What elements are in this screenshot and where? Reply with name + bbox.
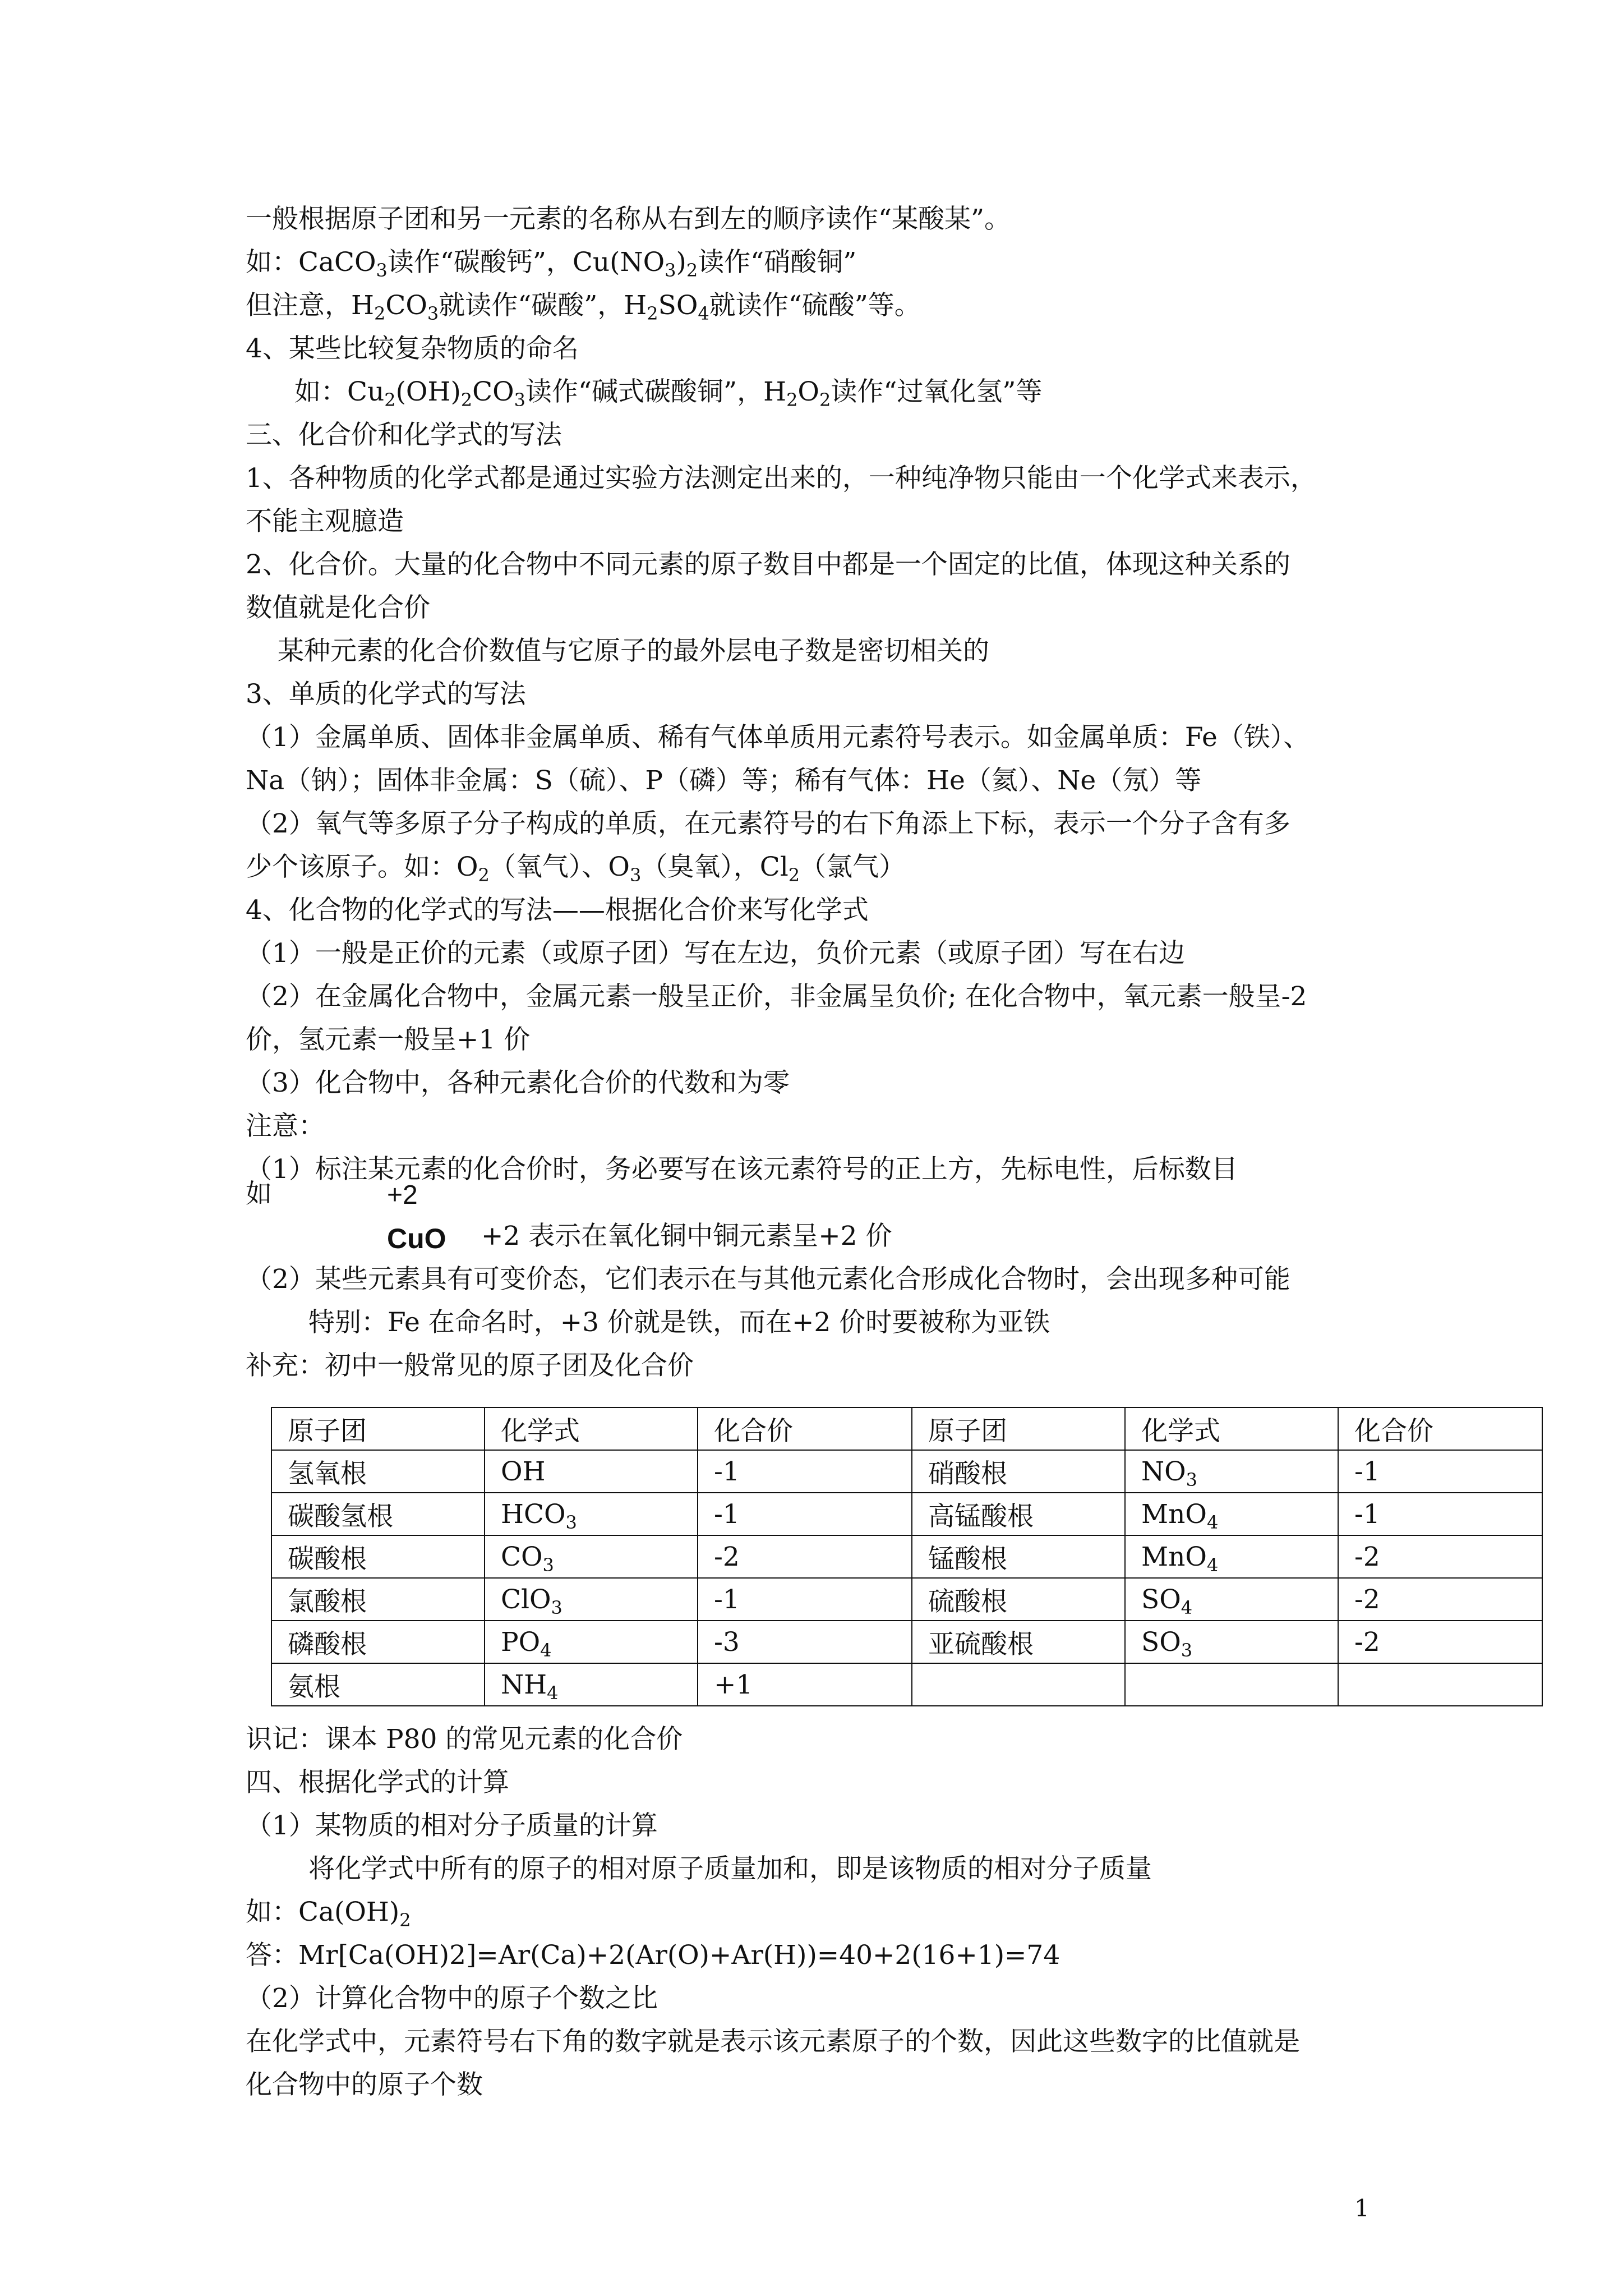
table-header: 原子团	[271, 1407, 485, 1450]
table-cell: -1	[698, 1578, 912, 1621]
text-line: 特别：Fe 在命名时，+3 价就是铁，而在+2 价时要被称为亚铁	[308, 1307, 1050, 1338]
table-cell: 氢氧根	[271, 1450, 485, 1493]
table-cell: 高锰酸根	[912, 1493, 1125, 1535]
section-heading: 三、化合价和化学式的写法	[246, 420, 562, 450]
text-line: （3）化合物中，各种元素化合价的代数和为零	[246, 1068, 790, 1098]
table-cell: $SO_3$	[1125, 1621, 1338, 1663]
text-line: 少个该原子。如：$O_2$（氧气）、$O_3$（臭氧），$Cl_2$（氯气）	[246, 852, 906, 886]
table-cell: 锰酸根	[912, 1535, 1125, 1578]
table-cell: 氯酸根	[271, 1578, 485, 1621]
text-line: 一般根据原子团和另一元素的名称从右到左的顺序读作“某酸某”。	[246, 204, 1011, 234]
text-line: （2）某些元素具有可变价态，它们表示在与其他元素化合形成化合物时，会出现多种可能	[246, 1264, 1290, 1295]
section-heading: 四、根据化学式的计算	[246, 1767, 509, 1798]
text-line: 注意：	[246, 1111, 325, 1142]
section-heading: 4、化合物的化学式的写法——根据化合价来写化学式	[246, 895, 869, 926]
text-line: 在化学式中，元素符号右下角的数字就是表示该元素原子的个数，因此这些数字的比值就是	[246, 2026, 1300, 2057]
table-cell: $CO_3$	[485, 1535, 698, 1578]
table-cell: -3	[698, 1621, 912, 1663]
text-line: （2）在金属化合物中，金属元素一般呈正价，非金属呈负价; 在化合物中，氧元素一般呈-2	[246, 981, 1307, 1012]
text-line: 不能主观臆造	[246, 506, 404, 537]
radical-table	[271, 1407, 1543, 1706]
table-row	[271, 1493, 1542, 1535]
table-cell: $NO_3$	[1125, 1450, 1338, 1493]
page-number: 1	[1354, 2194, 1370, 2222]
text-line: 如：$Cu_2(OH)_2CO_3$读作“碱式碳酸铜”，$H_2O_2$读作“过氧化氢”等	[294, 376, 1043, 411]
table-cell: OH	[485, 1450, 698, 1493]
table-cell	[1125, 1663, 1338, 1706]
text-line: 某种元素的化合价数值与它原子的最外层电子数是密切相关的	[278, 636, 989, 666]
table-cell: 氨根	[271, 1663, 485, 1706]
table-row	[271, 1450, 1542, 1493]
table-header: 化学式	[485, 1407, 698, 1450]
table-cell: -1	[1338, 1493, 1542, 1535]
table-cell: $SO_4$	[1125, 1578, 1338, 1621]
section-heading: 3、单质的化学式的写法	[246, 679, 526, 710]
text-line: 但注意，$H_2CO_3$就读作“碳酸”，$H_2SO_4$就读作“硫酸”等。	[246, 290, 921, 324]
text-line: （1）金属单质、固体非金属单质、稀有气体单质用元素符号表示。如金属单质：Fe（铁）、	[246, 722, 1310, 753]
valence-description: +2 表示在氧化铜中铜元素呈+2 价	[481, 1221, 892, 1251]
text-line: （1）一般是正价的元素（或原子团）写在左边，负价元素（或原子团）写在右边	[246, 938, 1185, 969]
table-cell: 碳酸根	[271, 1535, 485, 1578]
text-line: 1、各种物质的化学式都是通过实验方法测定出来的，一种纯净物只能由一个化学式来表示，	[246, 463, 1317, 494]
table-cell: $NH_4$	[485, 1663, 698, 1706]
table-cell: ClO$_3$	[485, 1578, 698, 1621]
table-cell: -2	[698, 1535, 912, 1578]
table-cell: $PO_4$	[485, 1621, 698, 1663]
text-line: （2）氧气等多原子分子构成的单质，在元素符号的右下角添上下标，表示一个分子含有多	[246, 808, 1290, 839]
formula-cuo: CuO	[387, 1223, 446, 1254]
table-cell: $HCO_3$	[485, 1493, 698, 1535]
text-line: 化合物中的原子个数	[246, 2069, 483, 2100]
text-line: 价，氢元素一般呈+1 价	[246, 1024, 531, 1055]
table-header: 化合价	[1338, 1407, 1542, 1450]
table-cell: 亚硫酸根	[912, 1621, 1125, 1663]
text-line: 2、化合价。大量的化合物中不同元素的原子数目中都是一个固定的比值，体现这种关系的	[246, 549, 1290, 580]
text-line: （2）计算化合物中的原子个数之比	[246, 1983, 658, 2014]
table-cell: +1	[698, 1663, 912, 1706]
text-line: 如：CaCO$_3$读作“碳酸钙”，$Cu(NO_3)_2$读作“硝酸铜”	[246, 247, 857, 281]
text-line: 数值就是化合价	[246, 592, 430, 623]
table-cell: 硝酸根	[912, 1450, 1125, 1493]
table-row	[271, 1578, 1542, 1621]
table-header: 原子团	[912, 1407, 1125, 1450]
text-line: （1）标注某元素的化合价时，务必要写在该元素符号的正上方，先标电性，后标数目	[246, 1154, 1238, 1185]
table-cell: 碳酸氢根	[271, 1493, 485, 1535]
table-cell: -1	[1338, 1450, 1542, 1493]
table-row	[271, 1621, 1542, 1663]
table-row	[271, 1663, 1542, 1706]
table-row	[271, 1535, 1542, 1578]
table-cell	[912, 1663, 1125, 1706]
table-cell: -1	[698, 1493, 912, 1535]
text-line: 识记：课本 P80 的常见元素的化合价	[246, 1724, 683, 1755]
table-cell: -2	[1338, 1578, 1542, 1621]
table-cell: -2	[1338, 1621, 1542, 1663]
section-heading: 4、某些比较复杂物质的命名	[246, 333, 579, 364]
table-cell: MnO$_4$	[1125, 1493, 1338, 1535]
text-line: 答：Mr[Ca(OH)2]=Ar(Ca)+2(Ar(O)+Ar(H))=40+2(16+1)=74	[246, 1940, 1061, 1971]
text-line: 补充：初中一般常见的原子团及化合价	[246, 1350, 694, 1381]
text-line: Na（钠）；固体非金属：S（硫）、P（磷）等；稀有气体：He（氦）、Ne（氖）等	[246, 765, 1202, 796]
table-cell: -2	[1338, 1535, 1542, 1578]
table-cell: 磷酸根	[271, 1621, 485, 1663]
table-cell: 硫酸根	[912, 1578, 1125, 1621]
example-label: 如	[246, 1179, 272, 1209]
table-header: 化合价	[698, 1407, 912, 1450]
table-header: 化学式	[1125, 1407, 1338, 1450]
valence-mark: +2	[387, 1180, 418, 1210]
table-cell: -1	[698, 1450, 912, 1493]
table-header-row	[271, 1407, 1542, 1450]
text-line: 如：$Ca(OH)_2$	[246, 1897, 411, 1931]
table-cell: MnO$_4$	[1125, 1535, 1338, 1578]
text-line: （1）某物质的相对分子质量的计算	[246, 1810, 658, 1841]
text-line: 将化学式中所有的原子的相对原子质量加和，即是该物质的相对分子质量	[308, 1853, 1152, 1884]
table-cell	[1338, 1663, 1542, 1706]
